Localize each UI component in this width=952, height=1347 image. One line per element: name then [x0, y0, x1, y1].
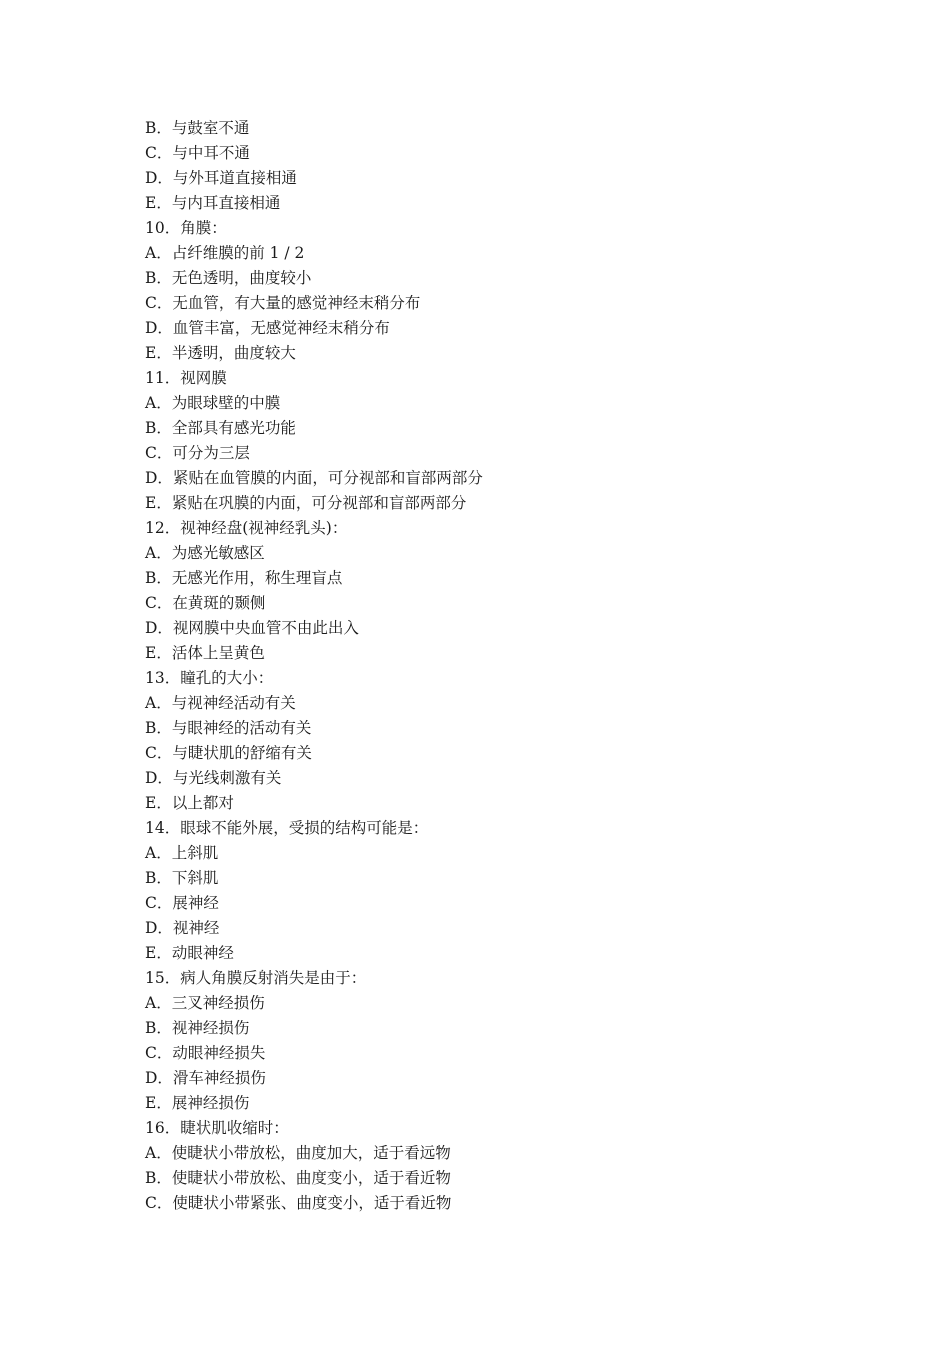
option-line: D．与光线刺激有关 — [145, 769, 282, 787]
question-line: 10．角膜： — [145, 219, 227, 237]
option-line: B．全部具有感光功能 — [145, 419, 296, 437]
option-line: E．动眼神经 — [145, 944, 234, 962]
option-line: C．动眼神经损失 — [145, 1044, 266, 1062]
question-line: 11．视网膜 — [145, 369, 227, 387]
document-body — [145, 116, 865, 1216]
option-line: E．与内耳直接相通 — [145, 194, 281, 212]
option-line: E．半透明，曲度较大 — [145, 344, 296, 362]
question-line: 16．睫状肌收缩时： — [145, 1119, 289, 1137]
option-line: A．三叉神经损伤 — [145, 994, 265, 1012]
option-line: D．滑车神经损伤 — [145, 1069, 266, 1087]
option-line: B．无感光作用，称生理盲点 — [145, 569, 343, 587]
option-line: A．与视神经活动有关 — [145, 694, 296, 712]
option-line: A．为眼球壁的中膜 — [145, 394, 281, 412]
option-line: C．与睫状肌的舒缩有关 — [145, 744, 312, 762]
option-line: C．可分为三层 — [145, 444, 250, 462]
question-line: 12．视神经盘(视神经乳头)： — [145, 519, 348, 537]
option-line: E．活体上呈黄色 — [145, 644, 265, 662]
option-line: B．与鼓室不通 — [145, 119, 250, 137]
option-line: D．视神经 — [145, 919, 220, 937]
option-line: C．使睫状小带紧张、曲度变小，适于看近物 — [145, 1194, 452, 1212]
option-line: C．与中耳不通 — [145, 144, 250, 162]
option-line: E．以上都对 — [145, 794, 234, 812]
question-line: 13．瞳孔的大小： — [145, 669, 274, 687]
option-line: C．在黄斑的颞侧 — [145, 594, 266, 612]
question-line: 15．病人角膜反射消失是由于： — [145, 969, 367, 987]
option-line: A．上斜肌 — [145, 844, 219, 862]
option-line: A．占纤维膜的前 1 / 2 — [145, 244, 305, 262]
option-line: A．使睫状小带放松，曲度加大，适于看远物 — [145, 1144, 451, 1162]
option-line: E．紧贴在巩膜的内面，可分视部和盲部两部分 — [145, 494, 467, 512]
option-line: C．展神经 — [145, 894, 219, 912]
option-line: B．无色透明，曲度较小 — [145, 269, 312, 287]
option-line: D．紧贴在血管膜的内面，可分视部和盲部两部分 — [145, 469, 483, 487]
option-line: A．为感光敏感区 — [145, 544, 265, 562]
option-line: B．视神经损伤 — [145, 1019, 250, 1037]
option-line: D．血管丰富，无感觉神经末稍分布 — [145, 319, 390, 337]
option-line: E．展神经损伤 — [145, 1094, 250, 1112]
question-line: 14．眼球不能外展，受损的结构可能是： — [145, 819, 429, 837]
option-line: B．使睫状小带放松、曲度变小，适于看近物 — [145, 1169, 451, 1187]
option-line: C．无血管，有大量的感觉神经末稍分布 — [145, 294, 421, 312]
option-line: D．与外耳道直接相通 — [145, 169, 297, 187]
option-line: B．与眼神经的活动有关 — [145, 719, 312, 737]
option-line: B．下斜肌 — [145, 869, 219, 887]
option-line: D．视网膜中央血管不由此出入 — [145, 619, 359, 637]
